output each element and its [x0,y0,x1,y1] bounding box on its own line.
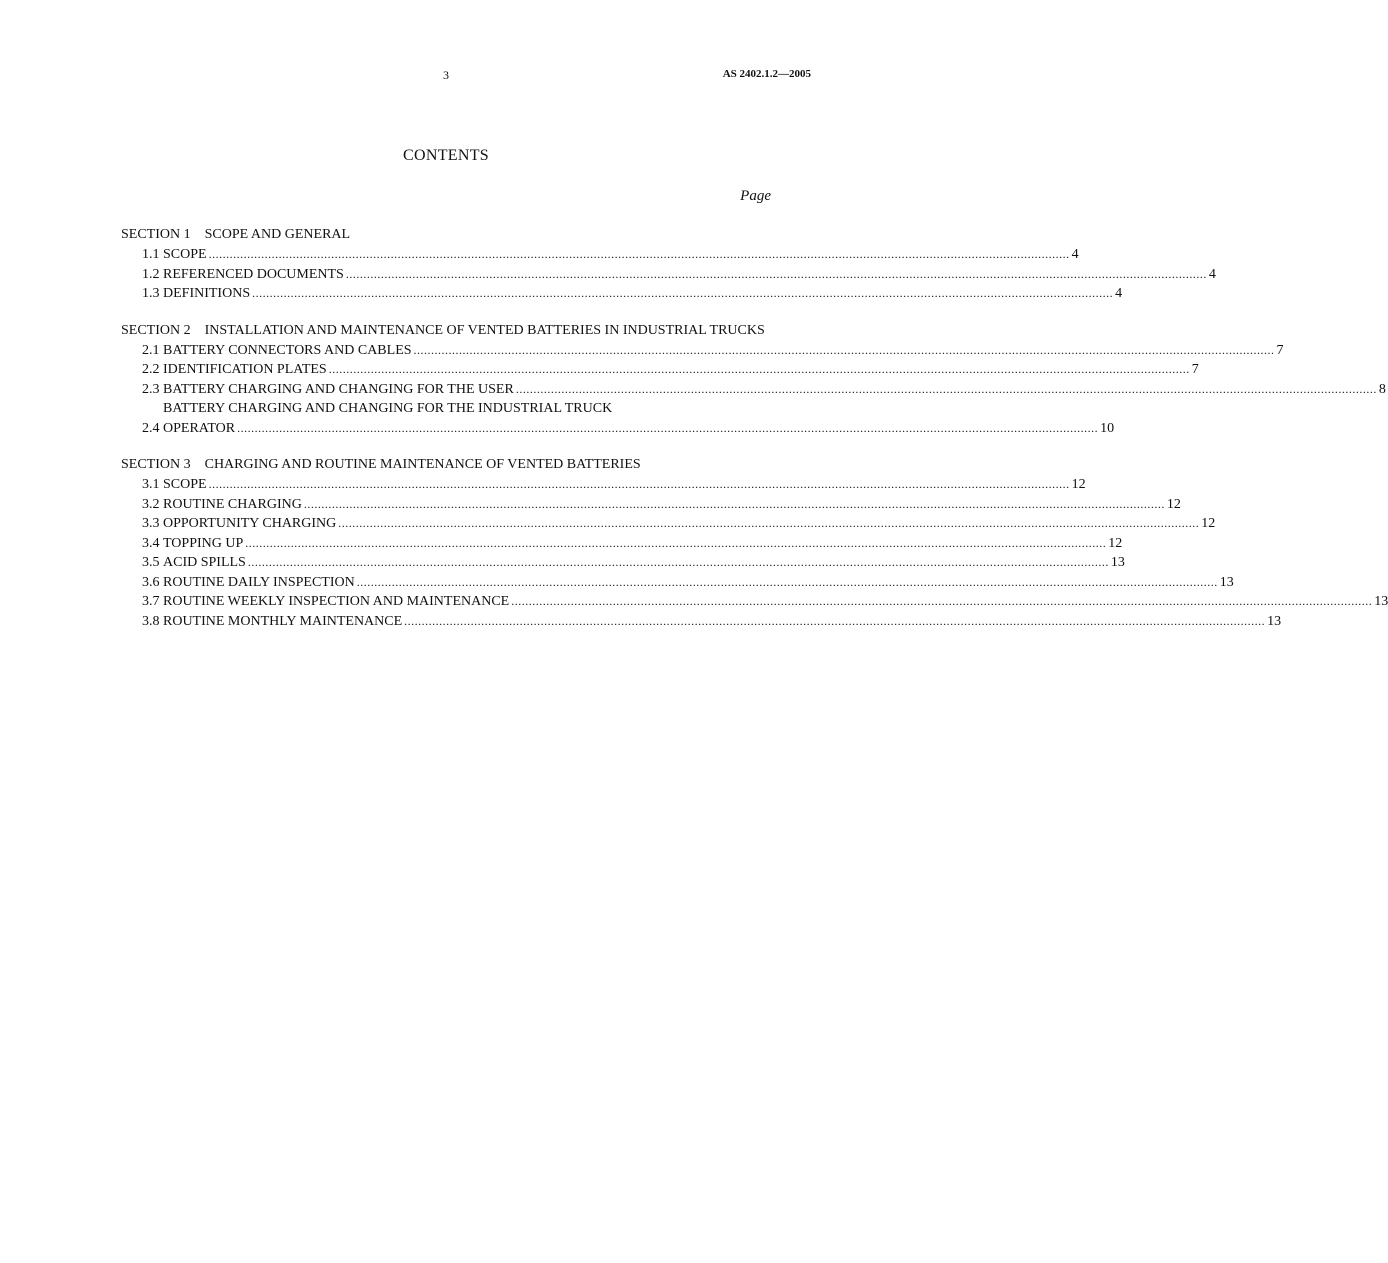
toc-section [121,225,1216,304]
toc-entry[interactable] [121,592,1388,612]
toc-entry[interactable] [121,553,1125,573]
section-heading[interactable]: SECTION 1 SCOPE AND GENERAL [121,227,351,242]
entry-title: REFERENCED DOCUMENTS [163,266,344,282]
entry-body [163,553,1125,573]
dot-leader [511,592,1372,612]
toc-entry[interactable] [121,284,1123,304]
entry-number: 2.2 [142,362,160,377]
toc-entry[interactable] [121,265,1216,285]
toc-entry[interactable] [121,360,1199,380]
toc-entry[interactable] [121,495,1181,515]
entry-number: 3.6 [142,574,160,590]
entry-title: BATTERY CONNECTORS AND CABLES [163,342,412,358]
entry-title-line [163,573,1234,593]
entry-page: 7 [1191,362,1199,377]
document-id: AS 2402.1.2—2005 [722,68,811,80]
table-of-contents [121,225,1388,648]
entry-body [163,475,1086,495]
dot-leader [237,419,1098,439]
entry-title-line [163,592,1388,612]
entry-title-first-line: BATTERY CHARGING AND CHANGING FOR THE INDUSTRIAL TRUCK [163,401,613,416]
page-number: 3 [443,68,449,82]
entry-body [163,495,1181,515]
entry-title-line [163,341,1284,361]
entry-body [163,284,1122,304]
entry-body [163,245,1079,265]
entry-body [163,573,1234,593]
entry-title-line [163,245,1079,265]
entry-page: 13 [1267,613,1282,629]
toc-entry[interactable] [121,380,1386,400]
toc-entry[interactable] [121,475,1086,495]
page-column-label: Page [740,188,771,204]
entry-title: SCOPE [163,247,207,262]
toc-entry[interactable] [121,514,1216,534]
entry-page: 12 [1108,535,1123,551]
dot-leader [516,380,1377,400]
entry-title-line [163,553,1125,573]
entry-title-line [163,380,1386,400]
entry-page: 13 [1219,574,1234,590]
entry-title-line [163,514,1215,534]
toc-entry[interactable] [121,612,1282,632]
entry-page: 4 [1208,266,1216,282]
entry-page: 12 [1201,516,1216,531]
section-heading[interactable]: SECTION 3 CHARGING AND ROUTINE MAINTENANCE OF VENTED BATTERIES [121,457,641,472]
dot-leader [338,514,1199,534]
entry-page: 12 [1166,496,1181,512]
entry-title-line [163,534,1122,554]
toc-entry[interactable] [121,534,1123,554]
entry-title-line [163,475,1086,495]
entry-page: 13 [1110,555,1125,570]
dot-leader [404,612,1265,632]
entry-body [163,380,1386,400]
entry-title: ACID SPILLS [163,555,246,570]
entry-number: 3.2 [142,496,160,512]
entry-number: 2.1 [142,342,160,358]
entry-number: 3.4 [142,535,160,551]
entry-number: 3.5 [142,555,160,570]
entry-title-line [163,612,1281,632]
toc-section [121,455,1388,631]
section-heading[interactable]: SECTION 2 INSTALLATION AND MAINTENANCE OF VENTED BATTERIES IN INDUSTRIAL TRUCKS [121,322,765,338]
dot-leader [248,553,1109,573]
entry-title-line [163,265,1216,285]
entry-page: 13 [1374,594,1388,609]
entry-body [163,534,1122,554]
toc-entry[interactable] [121,399,1115,438]
entry-page: 4 [1115,286,1123,301]
toc-section [121,321,1386,439]
entry-page: 7 [1276,342,1284,358]
entry-number: 1.3 [142,286,160,301]
entry-title: ROUTINE MONTHLY MAINTENANCE [163,613,403,629]
entry-body [163,514,1215,534]
entry-body [163,592,1388,612]
dot-leader [209,475,1070,495]
entry-title: SCOPE [163,477,207,492]
dot-leader [304,495,1165,515]
entry-number: 3.3 [142,516,160,531]
entry-title: BATTERY CHARGING AND CHANGING FOR THE USER [163,381,514,397]
entry-title: TOPPING UP [163,535,244,551]
entry-title: ROUTINE CHARGING [163,496,302,512]
entry-number: 3.8 [142,613,160,629]
entry-title: IDENTIFICATION PLATES [163,362,327,377]
entry-page: 12 [1071,477,1086,492]
dot-leader [414,341,1275,361]
entry-title: ROUTINE DAILY INSPECTION [163,574,355,590]
entry-number: 3.1 [142,477,160,492]
entry-title: OPPORTUNITY CHARGING [163,516,337,531]
toc-entry[interactable] [121,245,1079,265]
contents-title: CONTENTS [403,147,489,164]
entry-page: 8 [1378,381,1386,397]
entry-body [163,360,1199,380]
entry-number: 2.3 [142,381,160,397]
entry-title-line [163,284,1122,304]
entry-body [163,265,1216,285]
entry-title: OPERATOR [163,420,236,436]
entry-number: 1.2 [142,266,160,282]
dot-leader [346,265,1207,285]
dot-leader [329,360,1190,380]
entry-number: 3.7 [142,594,160,609]
entry-title: ROUTINE WEEKLY INSPECTION AND MAINTENANCE [163,594,510,609]
entry-title-line [163,495,1181,515]
entry-number: 2.4 [142,420,160,436]
entry-body [163,612,1281,632]
entry-page: 10 [1100,420,1115,436]
dot-leader [245,534,1106,554]
entry-page: 4 [1071,247,1079,262]
dot-leader [357,573,1218,593]
entry-body [163,341,1284,361]
dot-leader [252,284,1113,304]
entry-title: DEFINITIONS [163,286,251,301]
dot-leader [209,245,1070,265]
toc-entry[interactable] [121,341,1284,361]
entry-body [163,399,1114,438]
entry-title-line [163,360,1199,380]
entry-number: 1.1 [142,247,160,262]
entry-title-line [163,419,1114,439]
toc-entry[interactable] [121,573,1234,593]
